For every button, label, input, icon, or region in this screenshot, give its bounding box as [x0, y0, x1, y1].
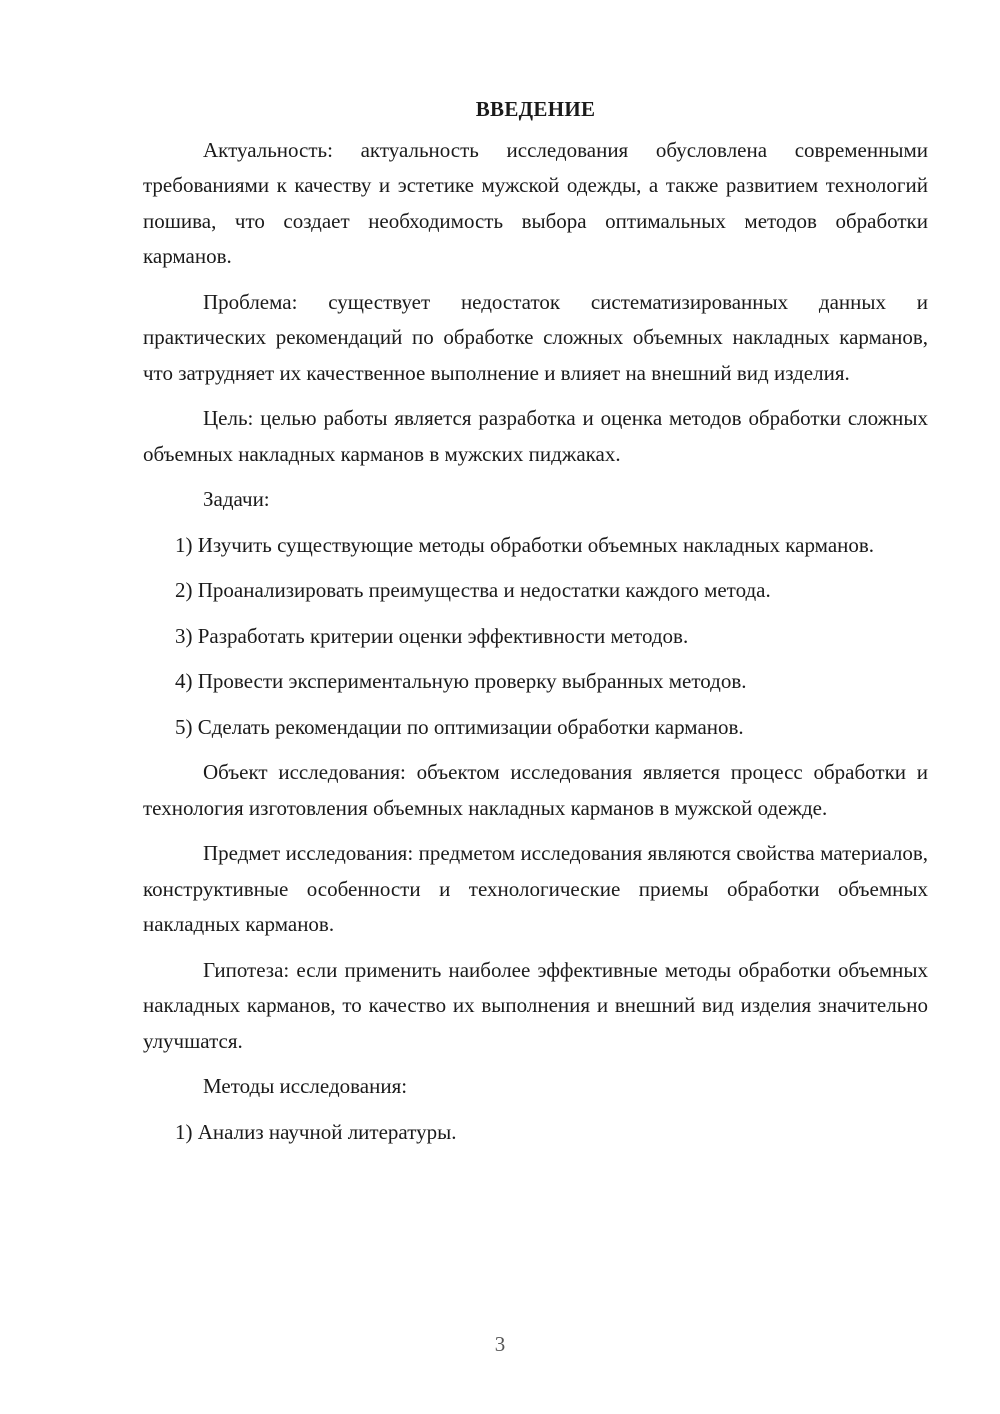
list-item-task-1: 1) Изучить существующие методы обработки объемных накладных карманов. [175, 532, 875, 557]
list-item-task-2: 2) Проанализировать преимущества и недостатки каждого метода. [175, 578, 771, 602]
paragraph-object: Объект исследования: объектом исследования является процесс обработки и технология изготовления объемных накладных карманов в мужской одежде. [143, 760, 928, 820]
paragraph-hypothesis: Гипотеза: если применить наиболее эффективные методы обработки объемных накладных карманов, то качество их выполнения и внешний вид изделия значительно улучшатся. [143, 957, 928, 1053]
list-item-method-1: 1) Анализ научной литературы. [175, 1119, 457, 1144]
document-page [143, 92, 928, 1160]
list-item-task-5: 5) Сделать рекомендации по оптимизации обработки карманов. [175, 714, 744, 739]
paragraph-problem: Проблема: существует недостаток систематизированных данных и практических рекомендаций по обработке сложных объемных накладных карманов, что затрудняет их качественное выполнение и влияет на внешний вид изделия. [143, 289, 928, 385]
list-item-task-3: 3) Разработать критерии оценки эффективности методов. [175, 623, 689, 648]
list-item-task-4: 4) Провести экспериментальную проверку выбранных методов. [175, 669, 747, 693]
paragraph-tasks-heading: Задачи: [203, 487, 270, 511]
paragraph-methods-heading: Методы исследования: [203, 1074, 408, 1098]
page-title: ВВЕДЕНИЕ [475, 97, 596, 121]
paragraph-goal: Цель: целью работы является разработка и оценка методов обработки сложных объемных накладных карманов в мужских пиджаках. [143, 406, 928, 466]
page-number: 3 [494, 1332, 506, 1356]
paragraph-subject: Предмет исследования: предметом исследования являются свойства материалов, конструктивные особенности и технологические приемы обработки объемных накладных карманов. [143, 841, 928, 936]
paragraph-relevance: Актуальность: актуальность исследования обусловлена современными требованиями к качеству и эстетике мужской одежды, а также развитием технологий пошива, что создает необходимость выбора оптимальных методов обработки карманов. [143, 137, 928, 268]
